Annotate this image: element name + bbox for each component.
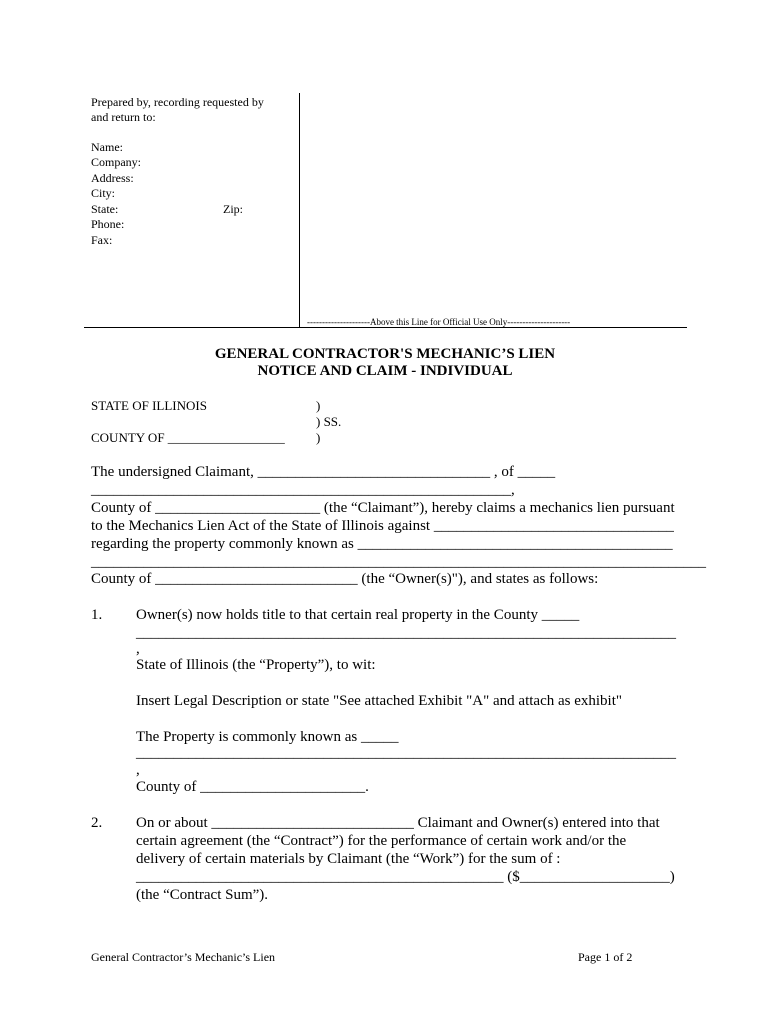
venue-paren-3: )	[316, 430, 321, 445]
intro-line-7: County of ___________________________ (the “Owner(s)"), and states as follows:	[91, 571, 599, 587]
item-1-line-4: State of Illinois (the “Property”), to wit:	[136, 657, 376, 673]
item-1-line-7: ________________________________________________________________________	[136, 745, 676, 761]
prepared-by-line-1: Prepared by, recording requested by	[91, 95, 264, 109]
venue-ss: ) SS.	[316, 414, 342, 429]
item-1-line-3: ,	[136, 641, 140, 657]
footer-document-name: General Contractor’s Mechanic’s Lien	[91, 950, 276, 964]
item-1-line-2: ________________________________________________________________________	[136, 625, 676, 641]
item-1-line-9: County of ______________________.	[136, 779, 369, 795]
fax-label: Fax:	[91, 233, 113, 247]
item-2-number: 2.	[91, 815, 103, 831]
item-1-line-1: Owner(s) now holds title to that certain real property in the County _____	[136, 607, 580, 623]
intro-line-5: regarding the property commonly known as __________________________________________	[91, 536, 673, 552]
item-1-number: 1.	[91, 607, 103, 623]
intro-line-4: to the Mechanics Lien Act of the State of Illinois against ________________________________	[91, 518, 674, 534]
header-vertical-divider	[299, 93, 300, 327]
address-label: Address:	[91, 171, 134, 185]
phone-label: Phone:	[91, 217, 125, 231]
item-2-line-5: (the “Contract Sum”).	[136, 887, 269, 903]
document-title-line-2: NOTICE AND CLAIM - INDIVIDUAL	[257, 363, 513, 379]
item-1-line-6: The Property is commonly known as _____	[136, 729, 399, 745]
city-label: City:	[91, 186, 116, 200]
company-label: Company:	[91, 155, 141, 169]
item-1-line-8: ,	[136, 762, 140, 778]
name-label: Name:	[91, 140, 123, 154]
item-2-line-3: delivery of certain materials by Claimant (the “Work”) for the sum of :	[136, 851, 561, 867]
venue-paren-1: )	[316, 398, 321, 413]
prepared-by-line-2: and return to:	[91, 110, 156, 124]
intro-line-2: ________________________________________________________,	[91, 482, 515, 498]
venue-county: COUNTY OF __________________	[91, 430, 285, 445]
footer-page-number: Page 1 of 2	[578, 950, 633, 964]
state-label: State:	[91, 202, 119, 216]
intro-line-1: The undersigned Claimant, _______________________________ , of _____	[91, 464, 556, 480]
intro-line-3: County of ______________________ (the “Claimant”), hereby claims a mechanics lien pursuant	[91, 500, 675, 516]
item-2-line-4: _________________________________________________ ($____________________)	[136, 869, 675, 885]
intro-line-6: __________________________________________________________________________________	[91, 554, 706, 570]
item-1-legal-description: Insert Legal Description or state "See attached Exhibit "A" and attach as exhibit"	[136, 693, 622, 709]
zip-label: Zip:	[223, 202, 243, 216]
document-title-line-1: GENERAL CONTRACTOR'S MECHANIC’S LIEN	[214, 346, 556, 362]
item-2-line-2: certain agreement (the “Contract”) for the performance of certain work and/or the	[136, 833, 627, 849]
item-2-line-1: On or about ___________________________ Claimant and Owner(s) entered into that	[136, 815, 660, 831]
official-use-rule	[84, 327, 687, 328]
venue-state: STATE OF ILLINOIS	[91, 398, 207, 413]
official-use-label: ---------------------Above this Line for Official Use Only---------------------	[307, 317, 571, 327]
